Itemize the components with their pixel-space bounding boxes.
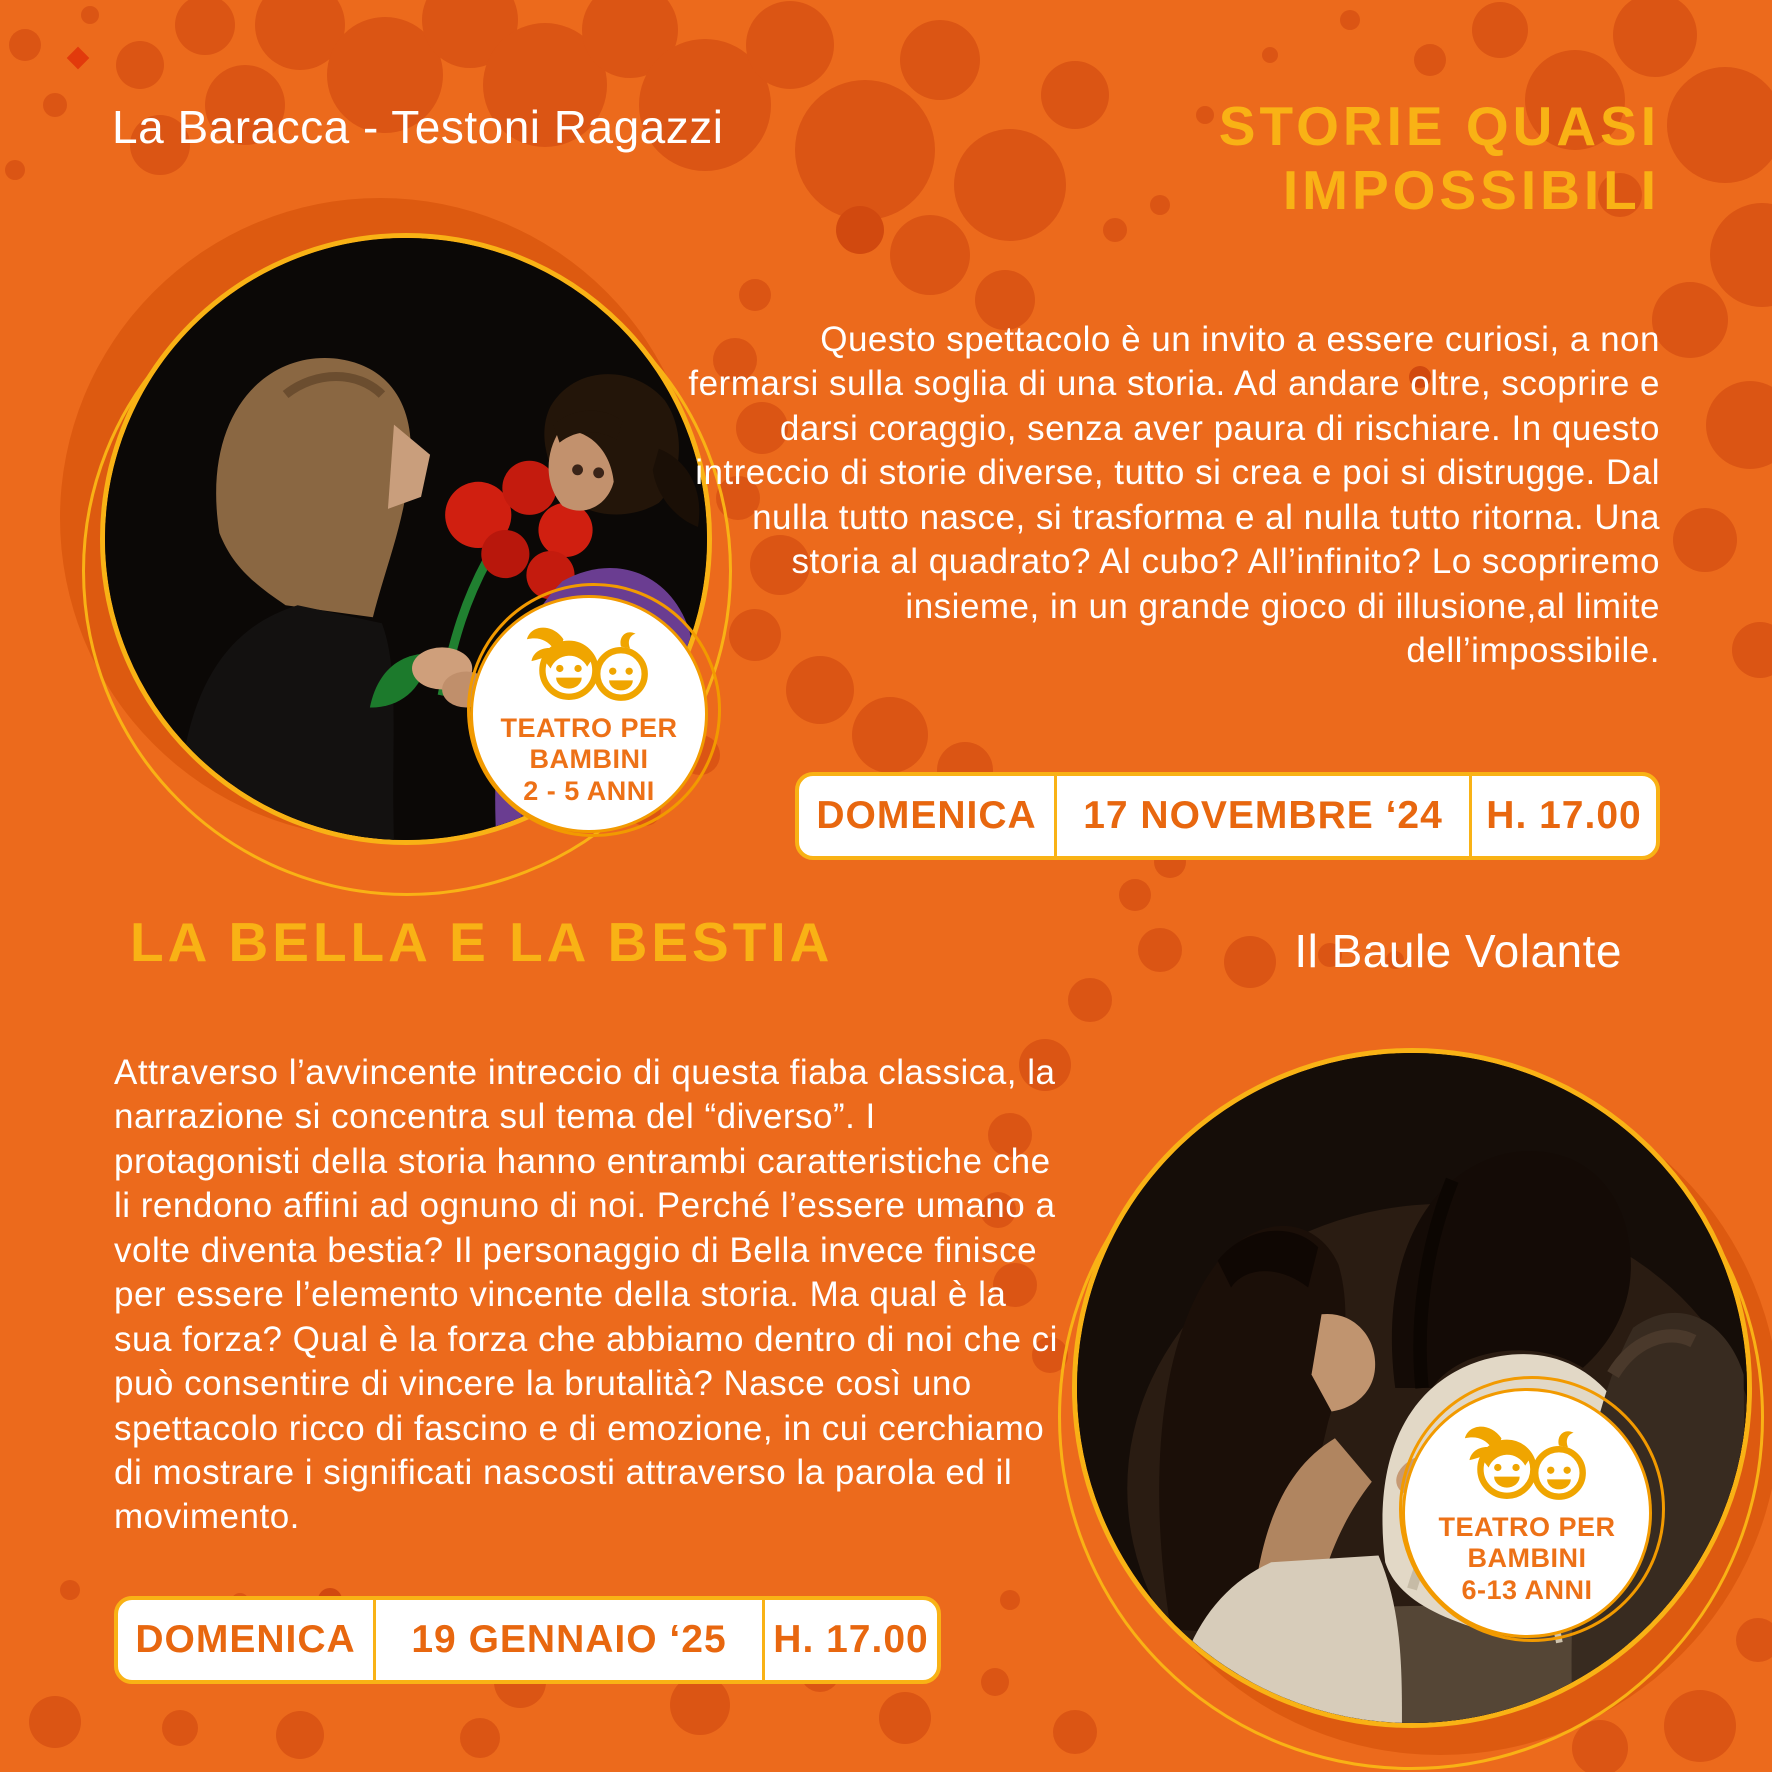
show2-badge-line3: 6-13 ANNI bbox=[1461, 1574, 1593, 1605]
show1-schedule-time: H. 17.00 bbox=[1469, 776, 1656, 856]
show2-photo-illustration bbox=[1077, 1053, 1747, 1723]
show1-schedule-day: DOMENICA bbox=[816, 794, 1037, 837]
show2-badge-line1: TEATRO PER bbox=[1438, 1512, 1616, 1543]
show2-title: LA BELLA E LA BESTIA bbox=[130, 911, 834, 973]
children-faces-icon bbox=[515, 621, 663, 705]
show1-title-line1: STORIE QUASI bbox=[1218, 95, 1660, 157]
show2-schedule-bar bbox=[114, 1596, 941, 1684]
show2-description: Attraverso l’avvincente intreccio di questa fiaba classica, la narrazione si concentra sul tema del “diverso”. I protagonisti della storia hanno entrambi caratteristiche che li rendono affini ad ognuno di noi. Perché l’essere umano a volte diventa bestia? Il personaggio di Bella invece finisce per essere l’elemento vincente della storia. Ma qual è la sua forza? Qual è la forza che abbiamo dentro di noi che ci può consentire di vincere la brutalità? Nasce così uno spettacolo ricco di fascino e di emozione, in cui cerchiamo di mostrare i significati nascosti attraverso la parola ed il movimento. bbox=[114, 1053, 1058, 1537]
show1-badge-line1: TEATRO PER bbox=[500, 713, 678, 744]
children-faces-icon bbox=[1453, 1420, 1601, 1504]
show1-description: Questo spettacolo è un invito a essere curiosi, a non fermarsi sulla soglia di una storia. Ad andare oltre, scoprire e darsi coraggio, senza aver paura di rischiare. In questo intreccio di storie diverse, tutto si crea e poi si distrugge. Dal nulla tutto nasce, si trasforma e al nulla tutto ritorna. Una storia al quadrato? Al cubo? All’infinito? Lo scopriremo insieme, in un grande gioco di illusione,al limite dell’impossibile. bbox=[688, 320, 1660, 671]
show1-title-line2: IMPOSSIBILI bbox=[1282, 159, 1660, 222]
show1-title bbox=[1219, 94, 1660, 223]
show2-schedule-day: DOMENICA bbox=[135, 1618, 356, 1661]
show2-photo bbox=[1072, 1048, 1752, 1728]
show1-badge-line3: 2 - 5 ANNI bbox=[523, 775, 655, 806]
show2-schedule-time: H. 17.00 bbox=[762, 1600, 937, 1680]
show2-schedule-date: 19 GENNAIO ‘25 bbox=[373, 1600, 762, 1680]
show1-age-badge bbox=[470, 595, 708, 833]
show1-company-name: La Baracca - Testoni Ragazzi bbox=[112, 101, 724, 153]
show2-badge-line2: BAMBINI bbox=[1467, 1543, 1587, 1574]
show2-age-badge bbox=[1402, 1388, 1652, 1638]
show1-schedule-bar bbox=[795, 772, 1660, 860]
show1-badge-line2: BAMBINI bbox=[529, 744, 649, 775]
show1-schedule-date: 17 NOVEMBRE ‘24 bbox=[1054, 776, 1469, 856]
show2-company-name: Il Baule Volante bbox=[1294, 925, 1622, 977]
